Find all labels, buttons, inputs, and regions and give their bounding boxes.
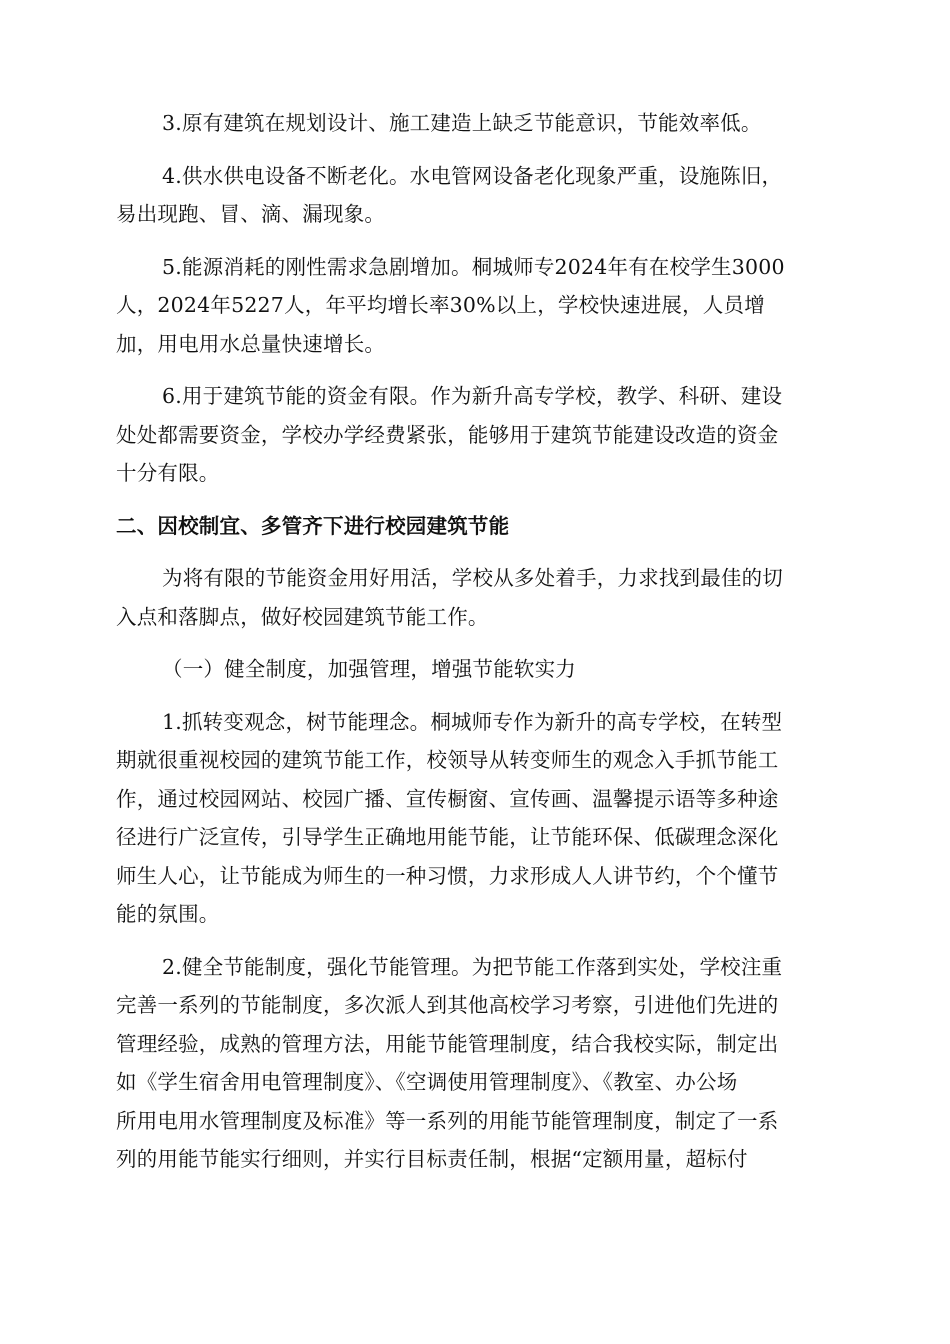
- text-line: 处处都需要资金，学校办学经费紧张，能够用于建筑节能建设改造的资金: [116, 422, 779, 447]
- paragraph-item-5: [116, 248, 834, 364]
- text-line: 人，2024年5227人，年平均增长率30%以上，学校快速进展，人员增: [116, 293, 765, 317]
- text-line: 师生人心，让节能成为师生的一种习惯，力求形成人人讲节约，个个懂节: [116, 863, 779, 888]
- text-line: 所用电用水管理制度及标准》等一系列的用能节能管理制度，制定了一系: [116, 1108, 779, 1133]
- text-line: 易出现跑、冒、滴、漏现象。: [116, 202, 386, 226]
- paragraph-gap: [116, 363, 834, 377]
- paragraph-item-4: [116, 157, 834, 234]
- text-line: 2.健全节能制度，强化节能管理。为把节能工作落到实处，学校注重: [162, 954, 783, 979]
- section-intro: [116, 559, 834, 636]
- text-line: 入点和落脚点，做好校园建筑节能工作。: [116, 604, 489, 629]
- text-line: 作，通过校园网站、校园广播、宣传橱窗、宣传画、温馨提示语等多种途: [116, 786, 779, 811]
- paragraph-gap: [116, 636, 834, 650]
- text-line: 加，用电用水总量快速增长。: [116, 331, 386, 356]
- paragraph-gap: [116, 234, 834, 248]
- paragraph-item-6: [116, 377, 834, 493]
- text-line: 管理经验，成熟的管理方法，用能节能管理制度，结合我校实际，制定出: [116, 1031, 779, 1056]
- text-line: 4.供水供电设备不断老化。水电管网设备老化现象严重，设施陈旧，: [162, 163, 783, 188]
- paragraph-gap: [116, 545, 834, 559]
- text-line: 能的氛围。: [116, 902, 220, 926]
- text-line: 十分有限。: [116, 461, 220, 485]
- paragraph-gap: [116, 689, 834, 703]
- paragraph-gap: [116, 934, 834, 948]
- text-line: 5.能源消耗的刚性需求急剧增加。桐城师专2024年有在校学生3000: [162, 254, 785, 279]
- paragraph-gap: [116, 493, 834, 507]
- text-line: 列的用能节能实行细则，并实行目标责任制，根据“定额用量，超标付: [116, 1147, 748, 1171]
- text-line: 6.用于建筑节能的资金有限。作为新升高专学校，教学、科研、建设: [162, 384, 783, 408]
- section-heading: [116, 507, 834, 546]
- text-line: 径进行广泛宣传，引导学生正确地用能节能，让节能环保、低碳理念深化: [116, 825, 779, 849]
- paragraph-item-3: [116, 104, 834, 143]
- paragraph-gap: [116, 143, 834, 157]
- subheading-text: （一）健全制度，加强管理，增强节能软实力: [162, 657, 576, 681]
- text-line: 完善一系列的节能制度，多次派人到其他高校学习考察，引进他们先进的: [116, 993, 779, 1017]
- subsection-heading: [116, 650, 834, 689]
- text-line: 1.抓转变观念，树节能理念。桐城师专作为新升的高专学校，在转型: [162, 709, 783, 734]
- text-line: 为将有限的节能资金用好用活，学校从多处着手，力求找到最佳的切: [162, 566, 783, 590]
- text-line: 3.原有建筑在规划设计、施工建造上缺乏节能意识，节能效率低。: [162, 111, 762, 135]
- paragraph-item-s1: [116, 703, 834, 934]
- heading-text: 二、因校制宜、多管齐下进行校园建筑节能: [116, 513, 510, 538]
- document-body: [116, 104, 834, 1179]
- text-line: 期就很重视校园的建筑节能工作，校领导从转变师生的观念入手抓节能工: [116, 748, 779, 772]
- paragraph-item-s2: [116, 948, 834, 1179]
- text-line: 如《学生宿舍用电管理制度》、《空调使用管理制度》、《教室、办公场: [116, 1070, 738, 1094]
